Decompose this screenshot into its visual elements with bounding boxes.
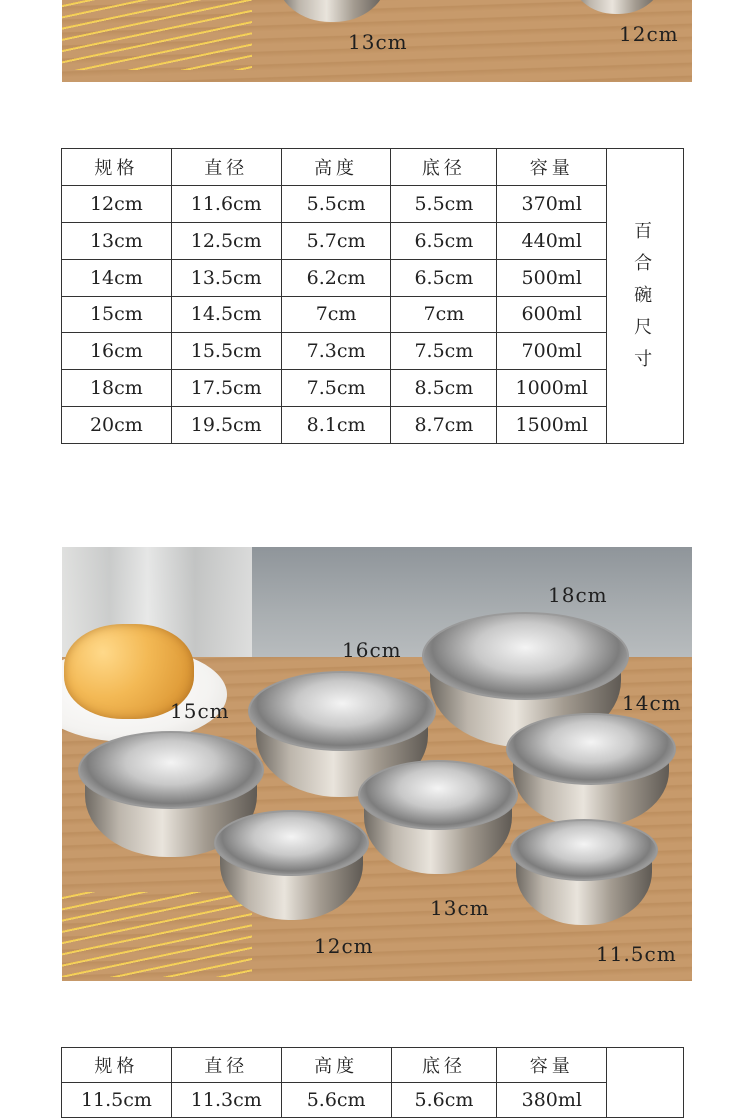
size-label-15cm: 15cm	[170, 699, 230, 723]
table-header-row	[62, 1048, 684, 1083]
top-product-photo	[62, 0, 692, 82]
cell-height: 8.1cm	[281, 407, 391, 444]
table-side-title	[607, 149, 684, 444]
table-row	[62, 407, 684, 444]
cell-base-diameter: 8.7cm	[391, 407, 497, 444]
bowl-12cm	[214, 810, 369, 925]
cell-height: 5.5cm	[281, 185, 391, 222]
size-label-11-5cm: 11.5cm	[596, 942, 677, 966]
size-label-12cm: 12cm	[314, 934, 374, 958]
bowl-size-table	[61, 148, 684, 444]
bowl-11-5cm	[510, 819, 658, 929]
cell-capacity: 440ml	[497, 222, 607, 259]
header-capacity: 容量	[497, 1048, 607, 1083]
bowl-13cm-partial	[272, 0, 392, 26]
size-label-12cm: 12cm	[619, 22, 679, 46]
cell-base-diameter: 7cm	[391, 296, 497, 333]
cell-capacity: 500ml	[497, 259, 607, 296]
table-side-title	[607, 1048, 684, 1118]
size-label-16cm: 16cm	[342, 638, 402, 662]
cell-base-diameter: 5.5cm	[391, 185, 497, 222]
table-row	[62, 1083, 684, 1118]
cell-diameter: 12.5cm	[171, 222, 281, 259]
cell-base-diameter: 6.5cm	[391, 259, 497, 296]
header-base-diameter: 底径	[391, 1048, 497, 1083]
cell-height: 7cm	[281, 296, 391, 333]
header-spec: 规格	[62, 149, 172, 186]
bowl-14cm	[506, 713, 676, 831]
table-row	[62, 296, 684, 333]
cell-diameter: 17.5cm	[171, 370, 281, 407]
cell-diameter: 11.6cm	[171, 185, 281, 222]
cell-spec: 12cm	[62, 185, 172, 222]
cell-base-diameter: 8.5cm	[391, 370, 497, 407]
bowl-13cm	[358, 760, 518, 880]
cell-diameter: 14.5cm	[171, 296, 281, 333]
cell-capacity: 1500ml	[497, 407, 607, 444]
size-label-13cm: 13cm	[348, 30, 408, 54]
bowl-12cm-partial	[567, 0, 667, 20]
header-capacity: 容量	[497, 149, 607, 186]
table-row	[62, 259, 684, 296]
cell-base-diameter: 6.5cm	[391, 222, 497, 259]
side-title-char: 合	[634, 253, 657, 274]
cell-capacity: 380ml	[497, 1083, 607, 1118]
side-title-char: 百	[634, 221, 657, 242]
main-product-photo	[62, 547, 692, 981]
cell-height: 7.3cm	[281, 333, 391, 370]
cell-base-diameter: 5.6cm	[391, 1083, 497, 1118]
cell-spec: 11.5cm	[62, 1083, 172, 1118]
cell-capacity: 370ml	[497, 185, 607, 222]
size-label-13cm: 13cm	[430, 896, 490, 920]
table-row	[62, 370, 684, 407]
table-row	[62, 333, 684, 370]
table-header-row	[62, 149, 684, 186]
header-base-diameter: 底径	[391, 149, 497, 186]
cell-spec: 15cm	[62, 296, 172, 333]
size-label-18cm: 18cm	[548, 583, 608, 607]
cell-spec: 14cm	[62, 259, 172, 296]
cell-base-diameter: 7.5cm	[391, 333, 497, 370]
cell-capacity: 600ml	[497, 296, 607, 333]
cell-spec: 13cm	[62, 222, 172, 259]
cell-diameter: 13.5cm	[171, 259, 281, 296]
cell-spec: 20cm	[62, 407, 172, 444]
table-row	[62, 185, 684, 222]
header-diameter: 直径	[171, 1048, 281, 1083]
header-spec: 规格	[62, 1048, 172, 1083]
cell-spec: 16cm	[62, 333, 172, 370]
side-title-char: 碗	[634, 285, 657, 306]
cell-height: 7.5cm	[281, 370, 391, 407]
cell-height: 5.6cm	[281, 1083, 391, 1118]
header-height: 高度	[281, 149, 391, 186]
header-diameter: 直径	[171, 149, 281, 186]
header-height: 高度	[281, 1048, 391, 1083]
cell-height: 5.7cm	[281, 222, 391, 259]
side-title-char: 尺	[634, 317, 657, 338]
side-title-char: 寸	[634, 349, 657, 370]
cell-height: 6.2cm	[281, 259, 391, 296]
size-label-14cm: 14cm	[622, 691, 682, 715]
bowl-size-table-2	[61, 1047, 684, 1118]
cell-diameter: 19.5cm	[171, 407, 281, 444]
cell-capacity: 1000ml	[497, 370, 607, 407]
cell-diameter: 11.3cm	[171, 1083, 281, 1118]
noodles-decoration	[62, 0, 252, 70]
cell-spec: 18cm	[62, 370, 172, 407]
cell-capacity: 700ml	[497, 333, 607, 370]
cell-diameter: 15.5cm	[171, 333, 281, 370]
table-row	[62, 222, 684, 259]
